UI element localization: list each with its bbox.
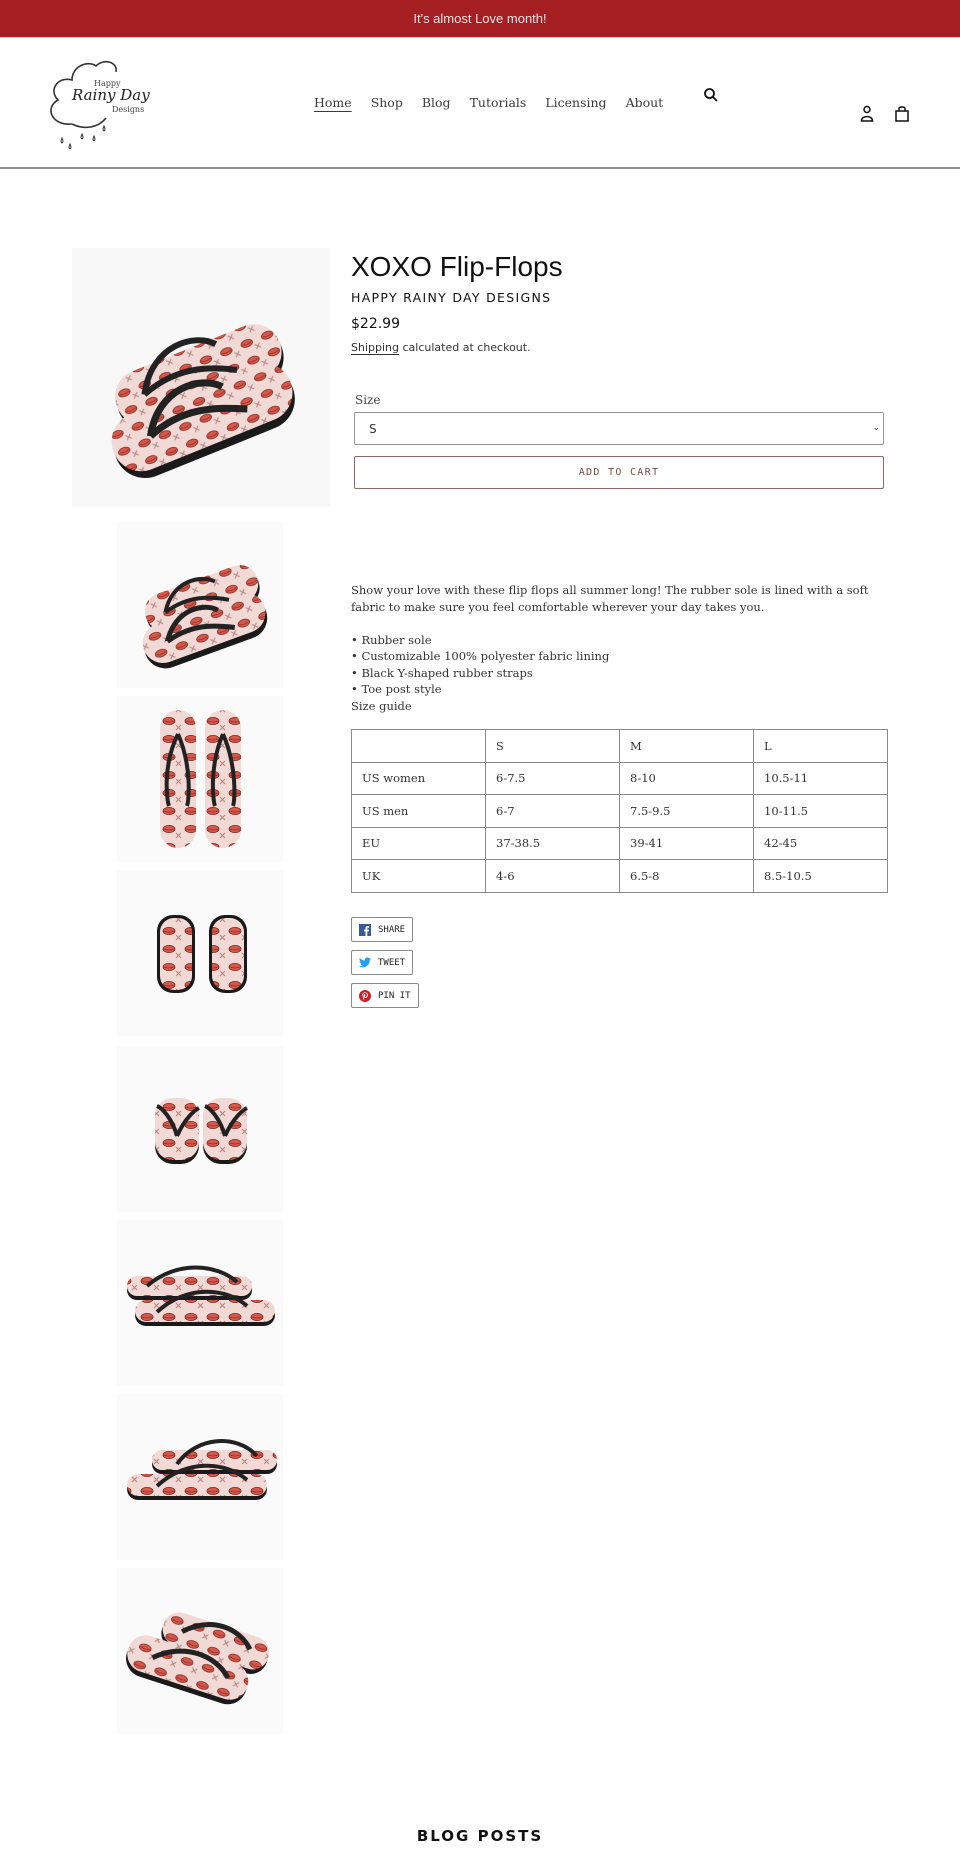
flip-flops-thumb-icon	[117, 522, 283, 688]
pinterest-icon	[359, 990, 371, 1002]
table-cell: 10-11.5	[754, 795, 888, 828]
account-icon	[860, 105, 874, 123]
flip-flops-thumb-icon	[117, 1568, 283, 1734]
table-row	[352, 762, 888, 795]
thumbnail-3[interactable]	[117, 870, 283, 1036]
twitter-icon	[359, 957, 371, 968]
chevron-down-icon: ⌄	[872, 423, 880, 433]
svg-text:Happy: Happy	[94, 79, 121, 88]
table-row	[352, 827, 888, 860]
table-cell: UK	[352, 860, 486, 893]
table-header-row	[352, 730, 888, 763]
product-title: XOXO Flip-Flops	[351, 251, 563, 282]
table-cell: 37-38.5	[486, 827, 620, 860]
product-vendor: HAPPY RAINY DAY DESIGNS	[351, 290, 552, 305]
nav-tutorials[interactable]: Tutorials	[469, 95, 527, 110]
product-price: $22.99	[351, 316, 400, 332]
share-label: TWEET	[378, 957, 406, 968]
flip-flops-thumb-icon	[117, 696, 283, 862]
thumbnail-7[interactable]	[117, 1568, 283, 1734]
flip-flops-thumb-icon	[117, 870, 283, 1036]
add-to-cart-button[interactable]: ADD TO CART	[354, 456, 884, 489]
share-facebook-button[interactable]	[351, 917, 413, 942]
facebook-icon	[359, 924, 371, 936]
cart-button[interactable]	[894, 105, 910, 127]
search-icon	[703, 87, 719, 103]
announcement-bar	[0, 0, 960, 38]
size-selected-value: S	[369, 421, 377, 436]
nav-blog[interactable]: Blog	[421, 95, 451, 110]
table-cell: 10.5-11	[754, 762, 888, 795]
announcement-text: It's almost Love month!	[413, 11, 547, 26]
flip-flops-thumb-icon	[117, 1220, 283, 1386]
store-logo[interactable]	[42, 56, 174, 152]
table-cell: 39-41	[620, 827, 754, 860]
table-cell: S	[486, 730, 620, 763]
shipping-text: calculated at checkout.	[399, 341, 531, 354]
thumbnail-6[interactable]	[117, 1394, 283, 1560]
share-label: PIN IT	[378, 990, 411, 1001]
thumbnail-4[interactable]	[117, 1046, 283, 1212]
table-cell: US women	[352, 762, 486, 795]
table-cell: 8-10	[620, 762, 754, 795]
search-button[interactable]	[703, 87, 719, 107]
table-cell: 6-7	[486, 795, 620, 828]
size-guide-label: Size guide	[351, 698, 412, 713]
feature-list	[351, 632, 891, 698]
size-label: Size	[355, 393, 381, 407]
cart-icon	[894, 105, 910, 123]
feature-item: • Toe post style	[351, 682, 442, 696]
feature-item: • Customizable 100% polyester fabric lining	[351, 649, 610, 663]
blog-posts-heading: BLOG POSTS	[416, 1827, 544, 1845]
table-cell	[352, 730, 486, 763]
product-description	[351, 582, 891, 714]
table-cell: 7.5-9.5	[620, 795, 754, 828]
share-label: SHARE	[378, 924, 406, 935]
thumbnail-1[interactable]	[117, 522, 283, 688]
feature-item: • Black Y-shaped rubber straps	[351, 665, 533, 680]
nav-licensing[interactable]: Licensing	[545, 95, 607, 110]
flip-flops-thumb-icon	[117, 1394, 283, 1560]
table-cell: 6.5-8	[620, 860, 754, 893]
nav-about[interactable]: About	[625, 95, 664, 110]
svg-text:Rainy Day: Rainy Day	[72, 86, 150, 104]
table-row	[352, 795, 888, 828]
flip-flops-thumb-icon	[117, 1046, 283, 1212]
table-cell: 8.5-10.5	[754, 860, 888, 893]
main-nav	[314, 95, 663, 110]
table-cell: 4-6	[486, 860, 620, 893]
table-cell: 42-45	[754, 827, 888, 860]
svg-text:Designs: Designs	[112, 105, 145, 114]
size-guide-table	[351, 729, 888, 893]
table-cell: M	[620, 730, 754, 763]
site-header	[0, 38, 960, 169]
account-button[interactable]	[860, 105, 874, 127]
share-twitter-button[interactable]	[351, 950, 413, 975]
thumbnail-2[interactable]	[117, 696, 283, 862]
table-cell: US men	[352, 795, 486, 828]
table-cell: 6-7.5	[486, 762, 620, 795]
nav-home[interactable]: Home	[314, 95, 352, 110]
thumbnail-5[interactable]	[117, 1220, 283, 1386]
table-cell: L	[754, 730, 888, 763]
size-select[interactable]	[354, 412, 884, 445]
product-main-image[interactable]	[72, 248, 330, 506]
description-text: Show your love with these flip flops all summer long! The rubber sole is lined with a soft fabric to make sure you feel comfortable wherever your day takes you.	[351, 583, 869, 614]
share-pinterest-button[interactable]	[351, 983, 419, 1008]
nav-shop[interactable]: Shop	[370, 95, 403, 110]
flip-flops-image-icon	[72, 248, 330, 506]
shipping-link[interactable]: Shipping	[351, 341, 399, 354]
cloud-logo-icon	[42, 56, 174, 152]
table-row	[352, 860, 888, 893]
table-cell: EU	[352, 827, 486, 860]
shipping-note	[351, 341, 531, 354]
feature-item: • Rubber sole	[351, 632, 432, 647]
